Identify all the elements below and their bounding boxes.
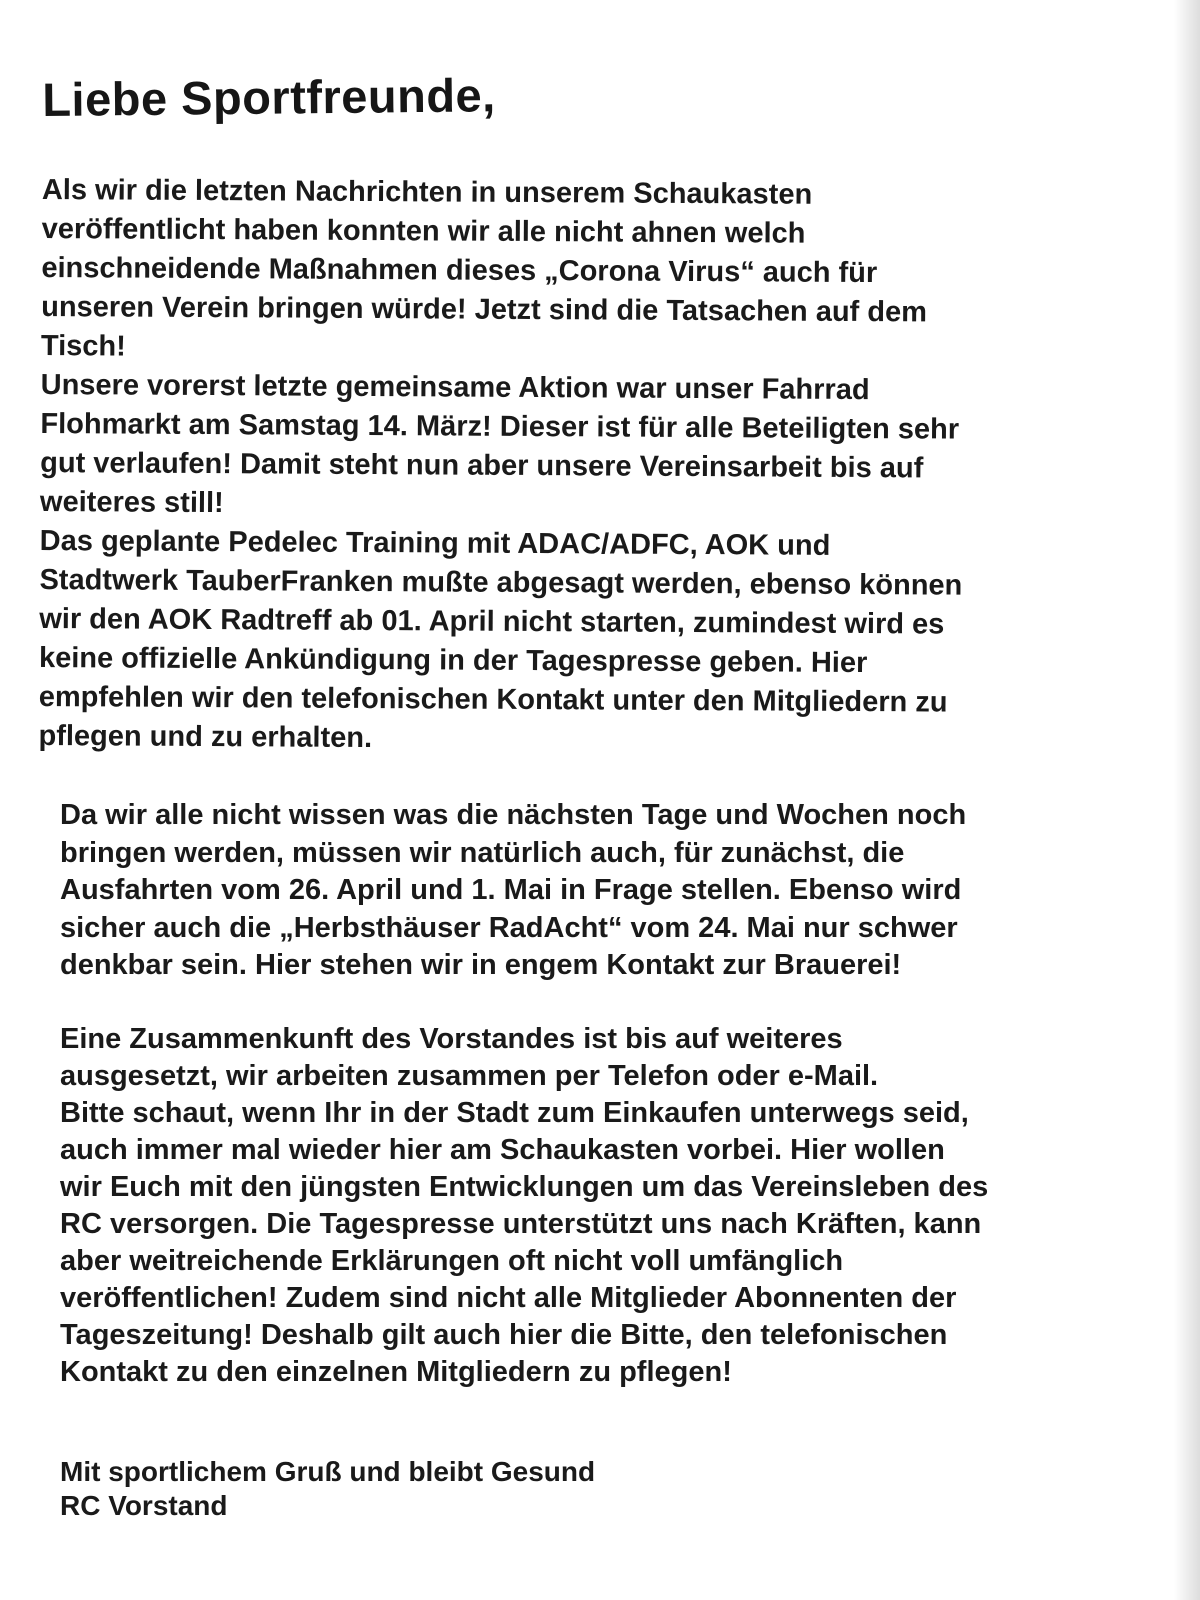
closing-line: Mit sportlichem Gruß und bleibt Gesund — [60, 1456, 596, 1487]
letter-signoff — [60, 1455, 595, 1523]
letter-greeting: Liebe Sportfreunde, — [42, 68, 496, 126]
paragraph-club-activities-suspended: Als wir die letzten Nachrichten in unserem Schaukasten veröffentlicht haben konnten wir alle nicht ahnen welch einschneidende Maßnahmen dieses „Corona Virus“ auch für unseren Verein bringen würde! Jetzt sind die Tatsachen auf dem Tisch! Unsere vorerst letzte gemeinsame Aktion war unser Fahrrad Flohmarkt am Samstag 14. März! Dieser ist für alle Beteiligten sehr gut verlaufen! Damit steht nun aber unsere Vereinsarbeit bis auf weiteres still! Das geplante Pedelec Training mit ADAC/ADFC, AOK und Stadtwerk TauberFranken mußte abgesagt werden, ebenso können wir den AOK Radtreff ab 01. April nicht starten, zumindest wird es keine offizielle Ankündigung in der Tagespresse geben. Hier empfehlen wir den telefonischen Kontakt unter den Mitgliedern zu pflegen und zu erhalten. — [38, 173, 963, 755]
paragraph-board-and-showcase: Eine Zusammenkunft des Vorstandes ist bis auf weiteres ausgesetzt, wir arbeiten zusammen per Telefon oder e-Mail. Bitte schaut, wenn Ihr in der Stadt zum Einkaufen unterwegs seid, auch immer mal wieder hier am Schaukasten vorbei. Hier wollen wir Euch mit den jüngsten Entwicklungen um das Vereinsleben des RC versorgen. Die Tagespresse unterstützt uns nach Kräften, kann aber weitreichende Erklärungen oft nicht voll umfänglich veröffentlichen! Zudem sind nicht alle Mitglieder Abonnenten der Tageszeitung! Deshalb gilt auch hier die Bitte, den telefonischen Kontakt zu den einzelnen Mitgliedern zu pflegen! — [60, 1023, 989, 1388]
signature-line: RC Vorstand — [60, 1490, 228, 1521]
paragraph-upcoming-rides: Da wir alle nicht wissen was die nächsten Tage und Wochen noch bringen werden, müssen wir natürlich auch, für zunächst, die Ausfahrten vom 26. April und 1. Mai in Frage stellen. Ebenso wird sicher auch die „Herbsthäuser RadAcht“ vom 24. Mai nur schwer denkbar sein. Hier stehen wir in engem Kontakt zur Brauerei! — [60, 799, 967, 981]
